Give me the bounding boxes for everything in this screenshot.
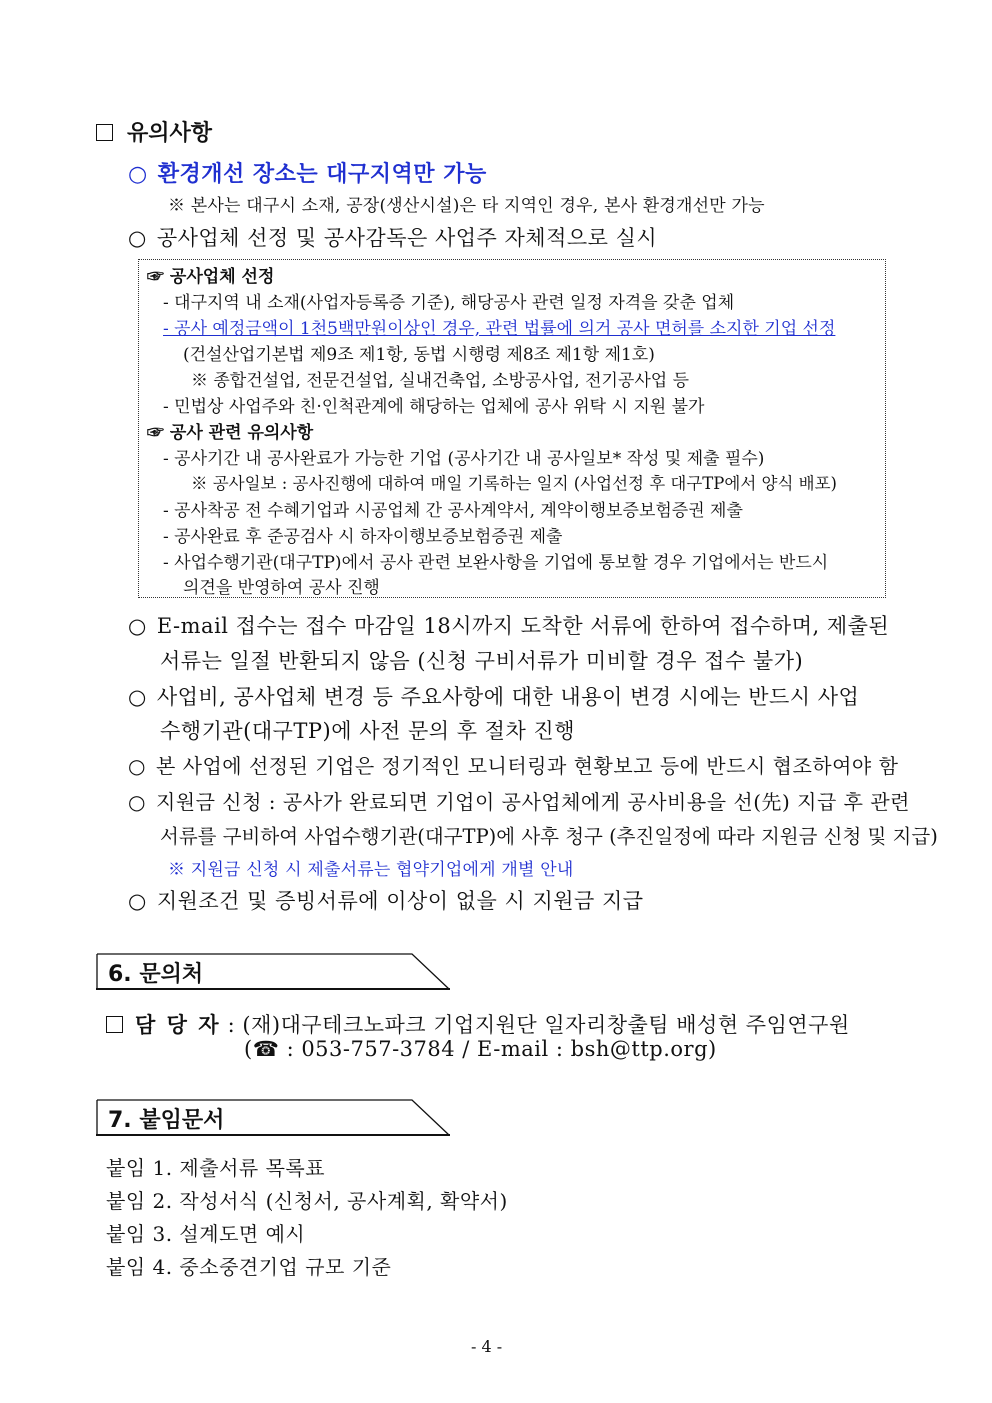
box-line-license: - 공사 예정금액이 1천5백만원이상인 경우, 관련 법률에 의거 공사 면허를 소지한 기업 선정 <box>163 319 836 339</box>
box-line: - 대구지역 내 소재(사업자등록증 기준), 해당공사 관련 일정 자격을 갖춘 업체 <box>163 293 735 313</box>
circle-bullet-icon: ○ <box>128 161 148 187</box>
pointing-hand-icon: ☞ <box>147 267 164 287</box>
contact-phone-line <box>244 1037 717 1061</box>
page-number: - 4 - <box>471 1337 503 1356</box>
attachment-item: 붙임 2. 작성서식 (신청서, 공사계획, 확약서) <box>106 1189 508 1213</box>
item-subsidy-cont: 서류를 구비하여 사업수행기관(대구TP)에 사후 청구 (추진일정에 따라 지원금 신청 및 지급) <box>160 825 938 848</box>
notes-box <box>138 259 886 598</box>
box-line: - 사업수행기관(대구TP)에서 공사 관련 보완사항을 기업에 통보할 경우 기업에서는 반드시 <box>163 553 829 573</box>
box-line: - 공사완료 후 준공검사 시 하자이행보증보험증권 제출 <box>163 527 563 547</box>
contact-phone-email: : 053-757-3784 / E-mail : bsh@ttp.org) <box>286 1037 717 1061</box>
box-line: - 공사착공 전 수혜기업과 시공업체 간 공사계약서, 계약이행보증보험증권 제출 <box>163 501 743 521</box>
notes-header-label: 유의사항 <box>127 120 213 146</box>
circle-bullet-icon: ○ <box>128 226 147 250</box>
item-change <box>128 681 859 711</box>
item-subsidy-text: 지원금 신청 : 공사가 완료되면 기업이 공사업체에게 공사비용을 선(先) 지급 후 관련 <box>155 790 910 814</box>
square-bullet-icon <box>96 124 113 141</box>
attachment-item: 붙임 4. 중소중견기업 규모 기준 <box>106 1255 392 1279</box>
circle-bullet-icon: ○ <box>128 790 146 814</box>
item-conditions-text: 지원조건 및 증빙서류에 이상이 없을 시 지원금 지급 <box>156 889 644 913</box>
circle-bullet-icon: ○ <box>128 614 147 638</box>
box-line: - 공사기간 내 공사완료가 가능한 기업 (공사기간 내 공사일보* 작성 및 제출 필수) <box>163 449 765 469</box>
section-6-heading <box>96 953 450 990</box>
square-bullet-icon <box>106 1016 123 1033</box>
contact-person <box>106 1009 850 1039</box>
item-contractor-text: 공사업체 선정 및 공사감독은 사업주 자체적으로 실시 <box>156 226 658 250</box>
box-heading-selection-text: 공사업체 선정 <box>169 267 275 287</box>
attachment-item: 붙임 1. 제출서류 목록표 <box>106 1156 326 1180</box>
box-line: - 민법상 사업주와 친·인척관계에 해당하는 업체에 공사 위탁 시 지원 불가 <box>163 397 705 417</box>
item-email-cont: 서류는 일절 반환되지 않음 (신청 구비서류가 미비할 경우 접수 불가) <box>160 649 804 673</box>
box-heading-notes-text: 공사 관련 유의사항 <box>169 423 314 443</box>
circle-bullet-icon: ○ <box>128 889 147 913</box>
phone-icon: ☎ <box>252 1037 280 1061</box>
circle-bullet-icon: ○ <box>128 685 147 709</box>
item-subsidy-note: ※ 지원금 신청 시 제출서류는 협약기업에게 개별 안내 <box>168 860 574 880</box>
section-7-heading <box>96 1099 450 1136</box>
box-line: 의견을 반영하여 공사 진행 <box>183 578 380 598</box>
box-heading-notes <box>147 418 313 443</box>
item-email <box>128 610 889 640</box>
box-line: (건설산업기본법 제9조 제1항, 동법 시행령 제8조 제1항 제1호) <box>183 345 655 365</box>
notes-header <box>96 116 212 147</box>
contact-value: : (재)대구테크노파크 기업지원단 일자리창출팀 배성현 주임연구원 <box>227 1013 850 1037</box>
item-subsidy <box>128 786 910 815</box>
item-location-note: ※ 본사는 대구시 소재, 공장(생산시설)은 타 지역인 경우, 본사 환경개선만 가능 <box>168 196 765 216</box>
contact-label: 담 당 자 <box>135 1012 221 1037</box>
box-line: ※ 종합건설업, 전문건설업, 실내건축업, 소방공사업, 전기공사업 등 <box>191 371 690 391</box>
box-line: ※ 공사일보 : 공사진행에 대하여 매일 기록하는 일지 (사업선정 후 대구TP에서 양식 배포) <box>191 474 837 493</box>
item-contractor <box>128 222 657 252</box>
item-location-text: 환경개선 장소는 대구지역만 가능 <box>157 161 487 187</box>
circle-bullet-icon: ○ <box>128 754 146 778</box>
pointing-hand-icon: ☞ <box>147 423 164 443</box>
item-email-text: E-mail 접수는 접수 마감일 18시까지 도착한 서류에 한하여 접수하며, 제출된 <box>156 614 890 638</box>
contact-paren: ( <box>244 1037 253 1061</box>
item-conditions <box>128 885 644 915</box>
item-monitoring-text: 본 사업에 선정된 기업은 정기적인 모니터링과 현황보고 등에 반드시 협조하여야 함 <box>155 754 899 778</box>
attachment-item: 붙임 3. 설계도면 예시 <box>106 1222 306 1246</box>
box-heading-selection <box>147 262 274 287</box>
section-7-title: 7. 붙임문서 <box>108 1108 225 1133</box>
item-change-text: 사업비, 공사업체 변경 등 주요사항에 대한 내용이 변경 시에는 반드시 사업 <box>156 685 860 709</box>
item-monitoring <box>128 750 898 779</box>
section-6-title: 6. 문의처 <box>108 962 204 987</box>
item-location <box>128 157 487 188</box>
item-change-cont: 수행기관(대구TP)에 사전 문의 후 절차 진행 <box>160 719 575 743</box>
